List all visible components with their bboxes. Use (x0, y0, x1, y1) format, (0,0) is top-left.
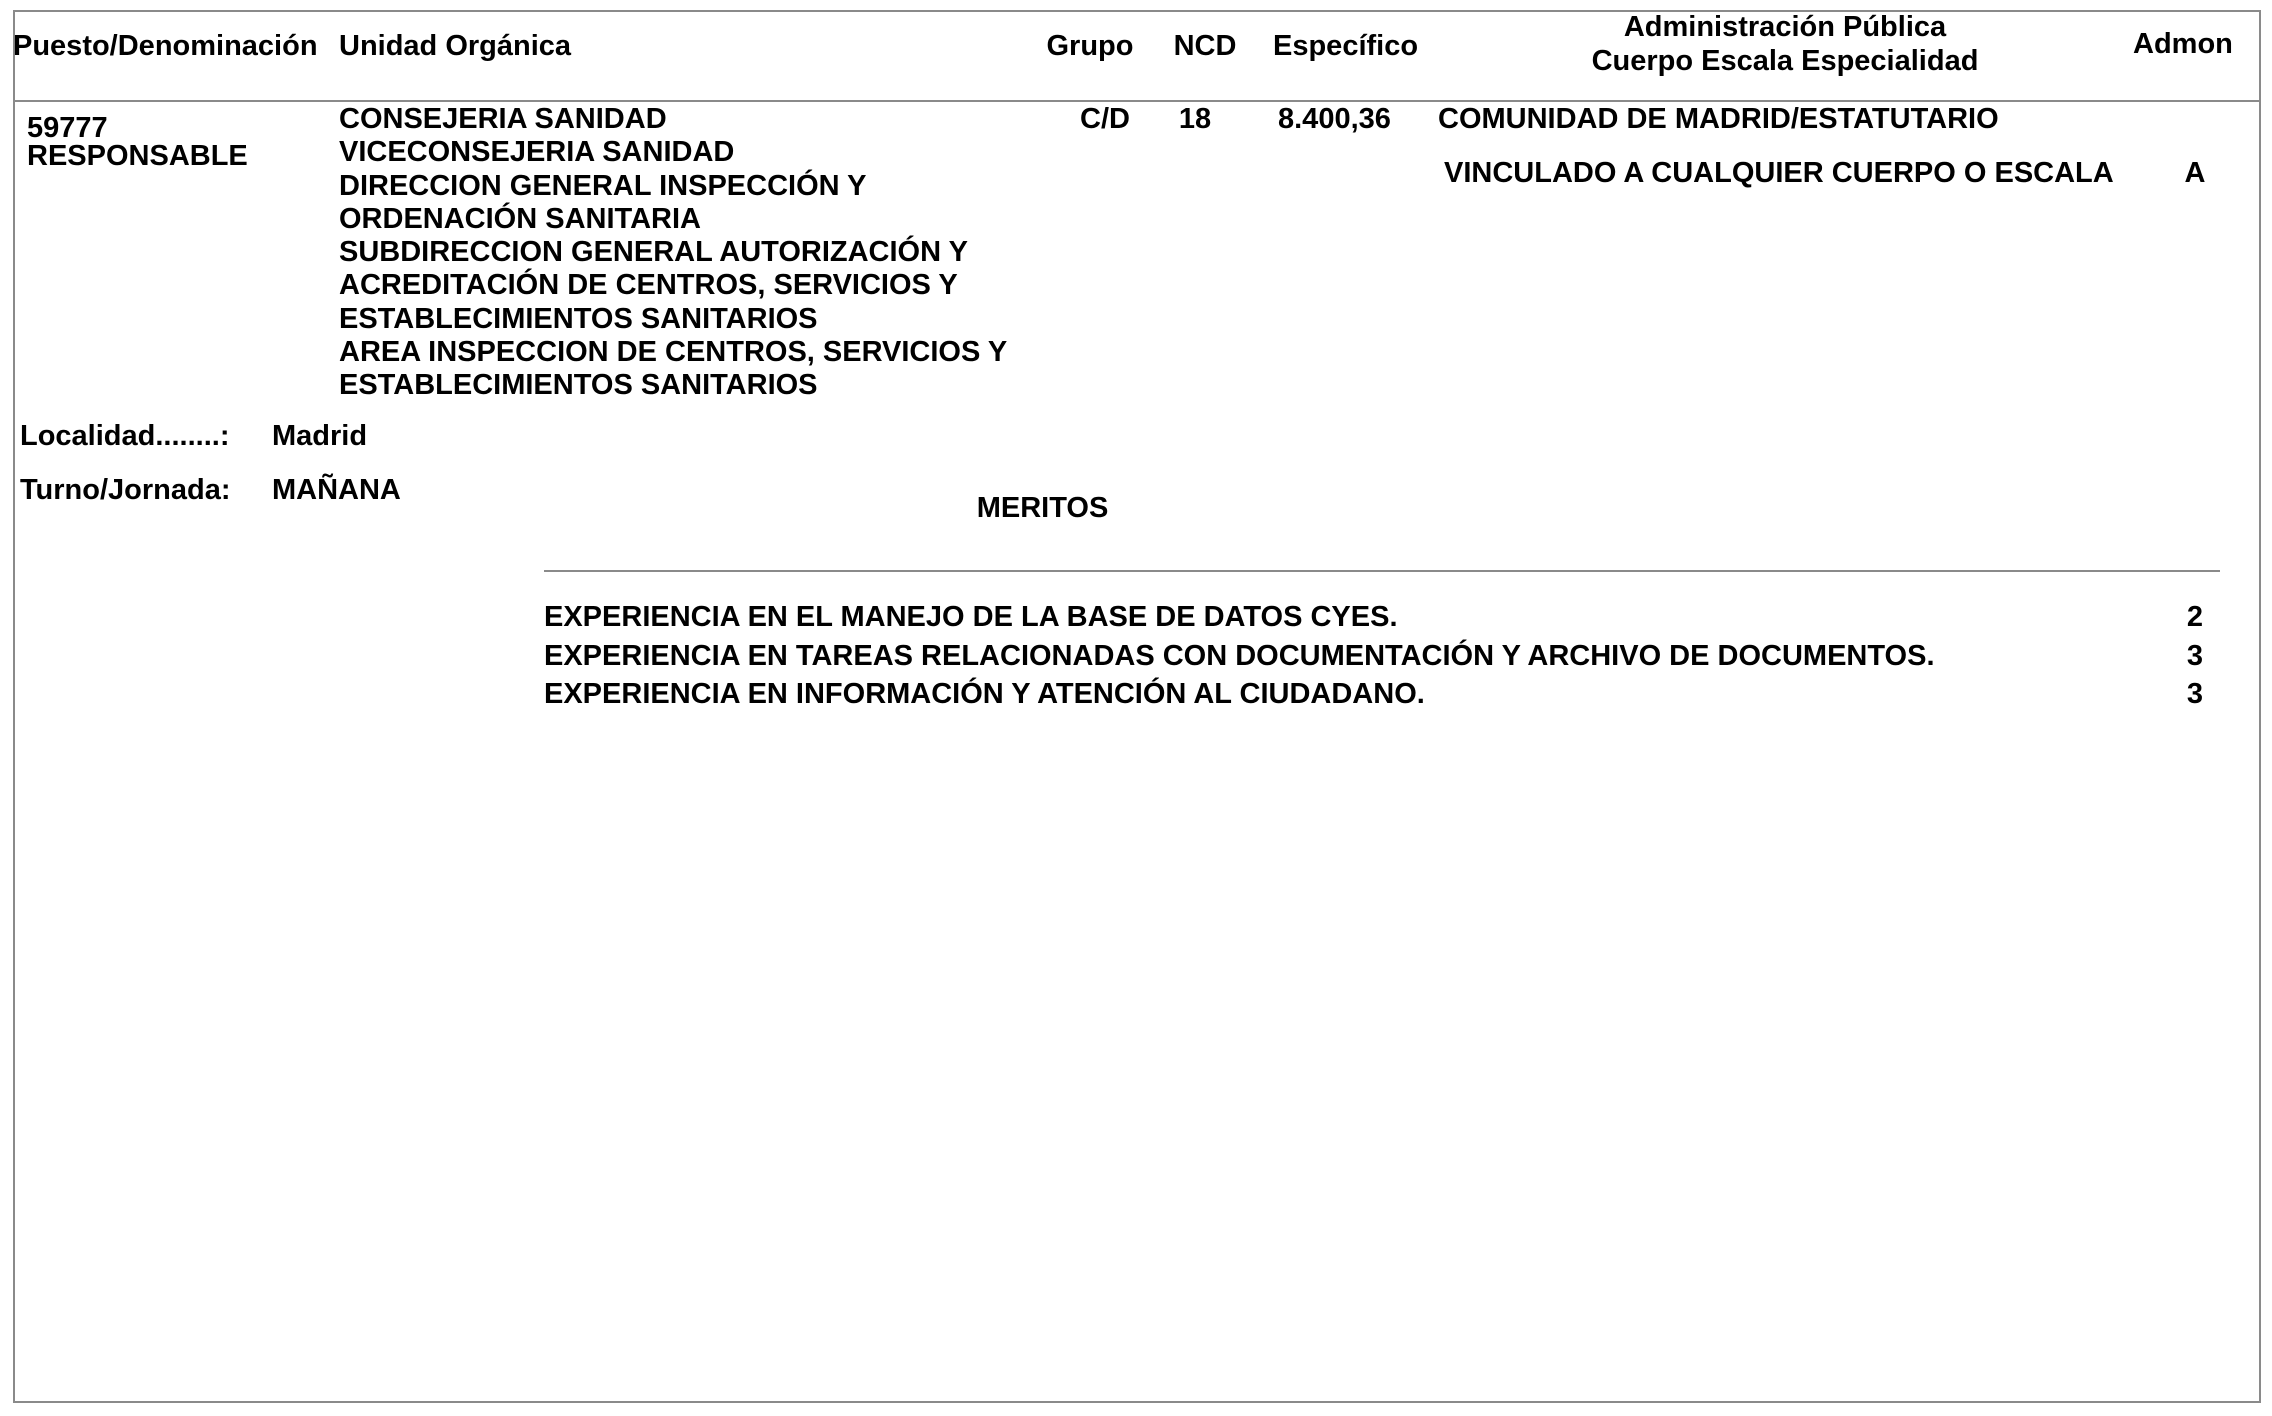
unidad-line: ACREDITACIÓN DE CENTROS, SERVICIOS Y (339, 269, 958, 302)
header-unidad: Unidad Orgánica (339, 30, 572, 62)
unidad-line: ORDENACIÓN SANITARIA (339, 202, 701, 235)
localidad-value: Madrid (272, 420, 368, 452)
header-puesto: Puesto/Denominación (13, 30, 318, 62)
localidad-label: Localidad........: (20, 420, 230, 452)
header-grupo: Grupo (1046, 30, 1134, 62)
merit-points: 3 (2186, 678, 2203, 710)
record-denominacion: RESPONSABLE (27, 140, 248, 172)
merit-item (544, 639, 2220, 681)
header-admin-line1: Administración Pública (1623, 11, 1947, 43)
unidad-line: ESTABLECIMIENTOS SANITARIOS (339, 369, 818, 402)
merit-text: EXPERIENCIA EN EL MANEJO DE LA BASE DE DATOS CYES. (544, 601, 1398, 633)
turno-label: Turno/Jornada: (20, 474, 231, 506)
header-admin-line2: Cuerpo Escala Especialidad (1591, 45, 1979, 77)
unidad-line: VICECONSEJERIA SANIDAD (339, 136, 735, 169)
record-codigo: 59777 (27, 112, 108, 144)
header-ncd: NCD (1173, 30, 1237, 62)
record-ncd: 18 (1178, 103, 1212, 135)
merits-title: MERITOS (976, 492, 1109, 524)
header-divider (13, 100, 2261, 102)
unidad-line: SUBDIRECCION GENERAL AUTORIZACIÓN Y (339, 236, 968, 269)
record-admon: A (2184, 157, 2206, 189)
unidad-line: DIRECCION GENERAL INSPECCIÓN Y (339, 169, 867, 202)
header-admon: Admon (2133, 28, 2233, 60)
merit-points: 2 (2186, 601, 2203, 633)
merits-divider (544, 570, 2220, 572)
merit-points: 3 (2186, 639, 2203, 672)
merits-list (544, 603, 2220, 719)
merit-text: EXPERIENCIA EN TAREAS RELACIONADAS CON DOCUMENTACIÓN Y ARCHIVO DE DOCUMENTOS. (544, 639, 1935, 672)
unidad-line: CONSEJERIA SANIDAD (339, 103, 667, 135)
merit-item (544, 603, 2220, 642)
header-especifico: Específico (1273, 30, 1419, 62)
turno-value: MAÑANA (272, 474, 401, 506)
merit-item (544, 680, 2220, 719)
record-grupo: C/D (1080, 103, 1130, 135)
merit-text: EXPERIENCIA EN INFORMACIÓN Y ATENCIÓN AL CIUDADANO. (544, 678, 1425, 710)
unidad-line: ESTABLECIMIENTOS SANITARIOS (339, 302, 818, 335)
record-cuerpo: VINCULADO A CUALQUIER CUERPO O ESCALA (1444, 157, 2114, 189)
unidad-line: AREA INSPECCION DE CENTROS, SERVICIOS Y (339, 336, 1008, 369)
record-administracion: COMUNIDAD DE MADRID/ESTATUTARIO (1438, 103, 1999, 135)
record-unidad-organica (339, 103, 1007, 403)
record-especifico: 8.400,36 (1278, 103, 1391, 135)
